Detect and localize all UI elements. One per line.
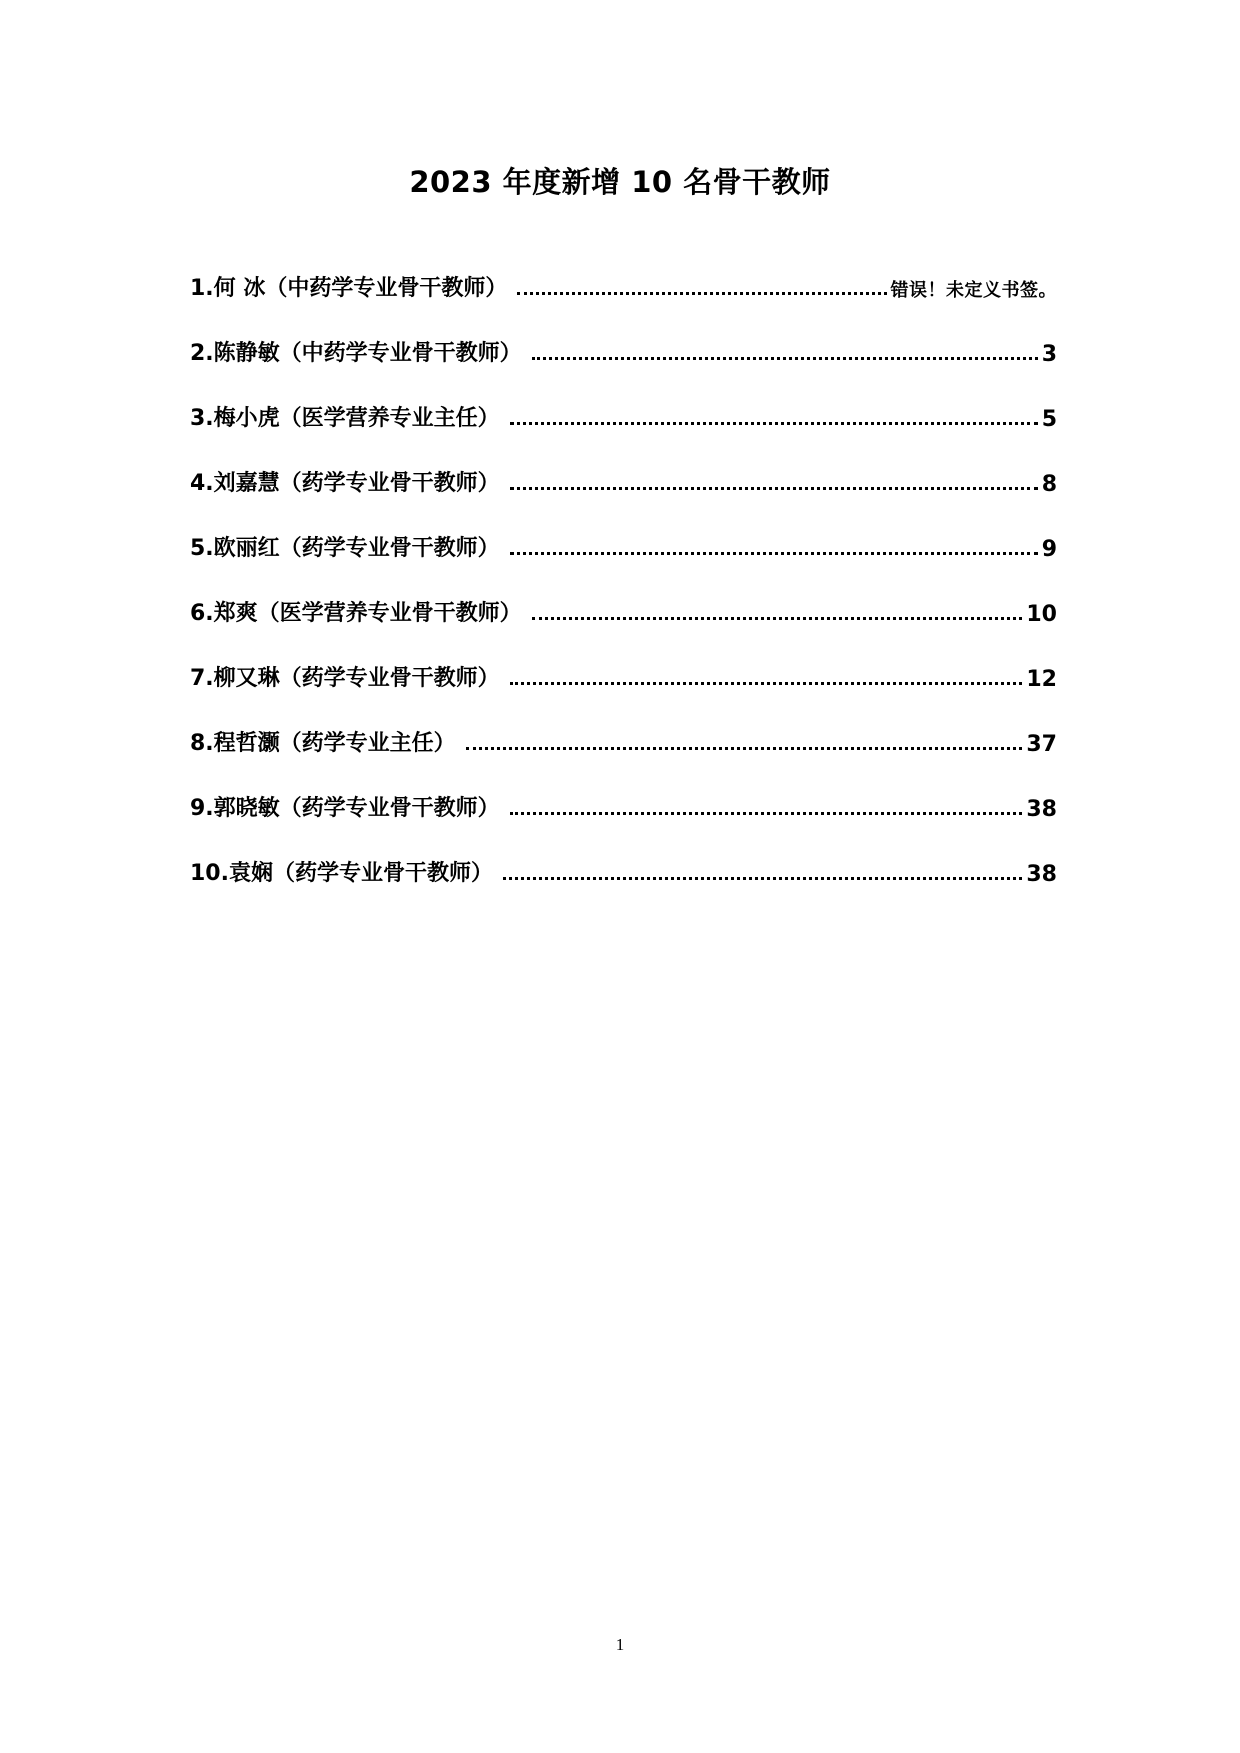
toc-entry-text: 9.郭晓敏（药学专业骨干教师） xyxy=(190,796,500,821)
dot-leader xyxy=(532,617,1023,620)
document-title: 2023 年度新增 10 名骨干教师 xyxy=(409,165,831,199)
toc-page-ref: 5 xyxy=(1041,407,1057,432)
toc-page-ref: 38 xyxy=(1026,862,1057,887)
toc-page-ref: 38 xyxy=(1026,797,1057,822)
toc-page-ref: 37 xyxy=(1026,732,1057,757)
dot-leader xyxy=(510,812,1023,815)
toc-entry[interactable] xyxy=(190,835,1057,900)
toc-entry[interactable] xyxy=(190,510,1057,575)
toc-entry-text: 6.郑爽（医学营养专业骨干教师） xyxy=(190,601,522,626)
dot-leader xyxy=(532,357,1038,360)
toc-entry[interactable] xyxy=(190,575,1057,640)
toc-entry[interactable] xyxy=(190,445,1057,510)
dot-leader xyxy=(510,682,1023,685)
dot-leader xyxy=(510,552,1038,555)
toc-page-ref: 3 xyxy=(1041,342,1057,367)
toc-entry[interactable] xyxy=(190,770,1057,835)
dot-leader xyxy=(510,422,1038,425)
toc-page-ref: 10 xyxy=(1026,602,1057,627)
toc-page-ref: 错误！未定义书签。 xyxy=(890,280,1057,301)
dot-leader xyxy=(466,747,1023,750)
toc-entry-text: 1.何 冰（中药学专业骨干教师） xyxy=(190,276,508,301)
toc-entry[interactable] xyxy=(190,315,1057,380)
dot-leader xyxy=(510,487,1038,490)
toc-entry[interactable] xyxy=(190,250,1057,315)
dot-leader xyxy=(503,877,1022,880)
toc-entry[interactable] xyxy=(190,380,1057,445)
page-number: 1 xyxy=(615,1635,625,1654)
toc-entry-text: 4.刘嘉慧（药学专业骨干教师） xyxy=(190,471,500,496)
toc-page-ref: 9 xyxy=(1041,537,1057,562)
toc-page-ref: 8 xyxy=(1041,472,1057,497)
toc-entry-text: 3.梅小虎（医学营养专业主任） xyxy=(190,406,500,431)
toc-entry-text: 2.陈静敏（中药学专业骨干教师） xyxy=(190,341,522,366)
toc-entry[interactable] xyxy=(190,705,1057,770)
toc-entry[interactable] xyxy=(190,640,1057,705)
toc-entry-text: 7.柳又琳（药学专业骨干教师） xyxy=(190,666,500,691)
toc-page-ref: 12 xyxy=(1026,667,1057,692)
toc-entry-text: 8.程哲灏（药学专业主任） xyxy=(190,731,456,756)
table-of-contents xyxy=(190,250,1057,900)
dot-leader xyxy=(517,292,886,295)
toc-entry-text: 10.袁娴（药学专业骨干教师） xyxy=(190,861,493,886)
toc-entry-text: 5.欧丽红（药学专业骨干教师） xyxy=(190,536,500,561)
